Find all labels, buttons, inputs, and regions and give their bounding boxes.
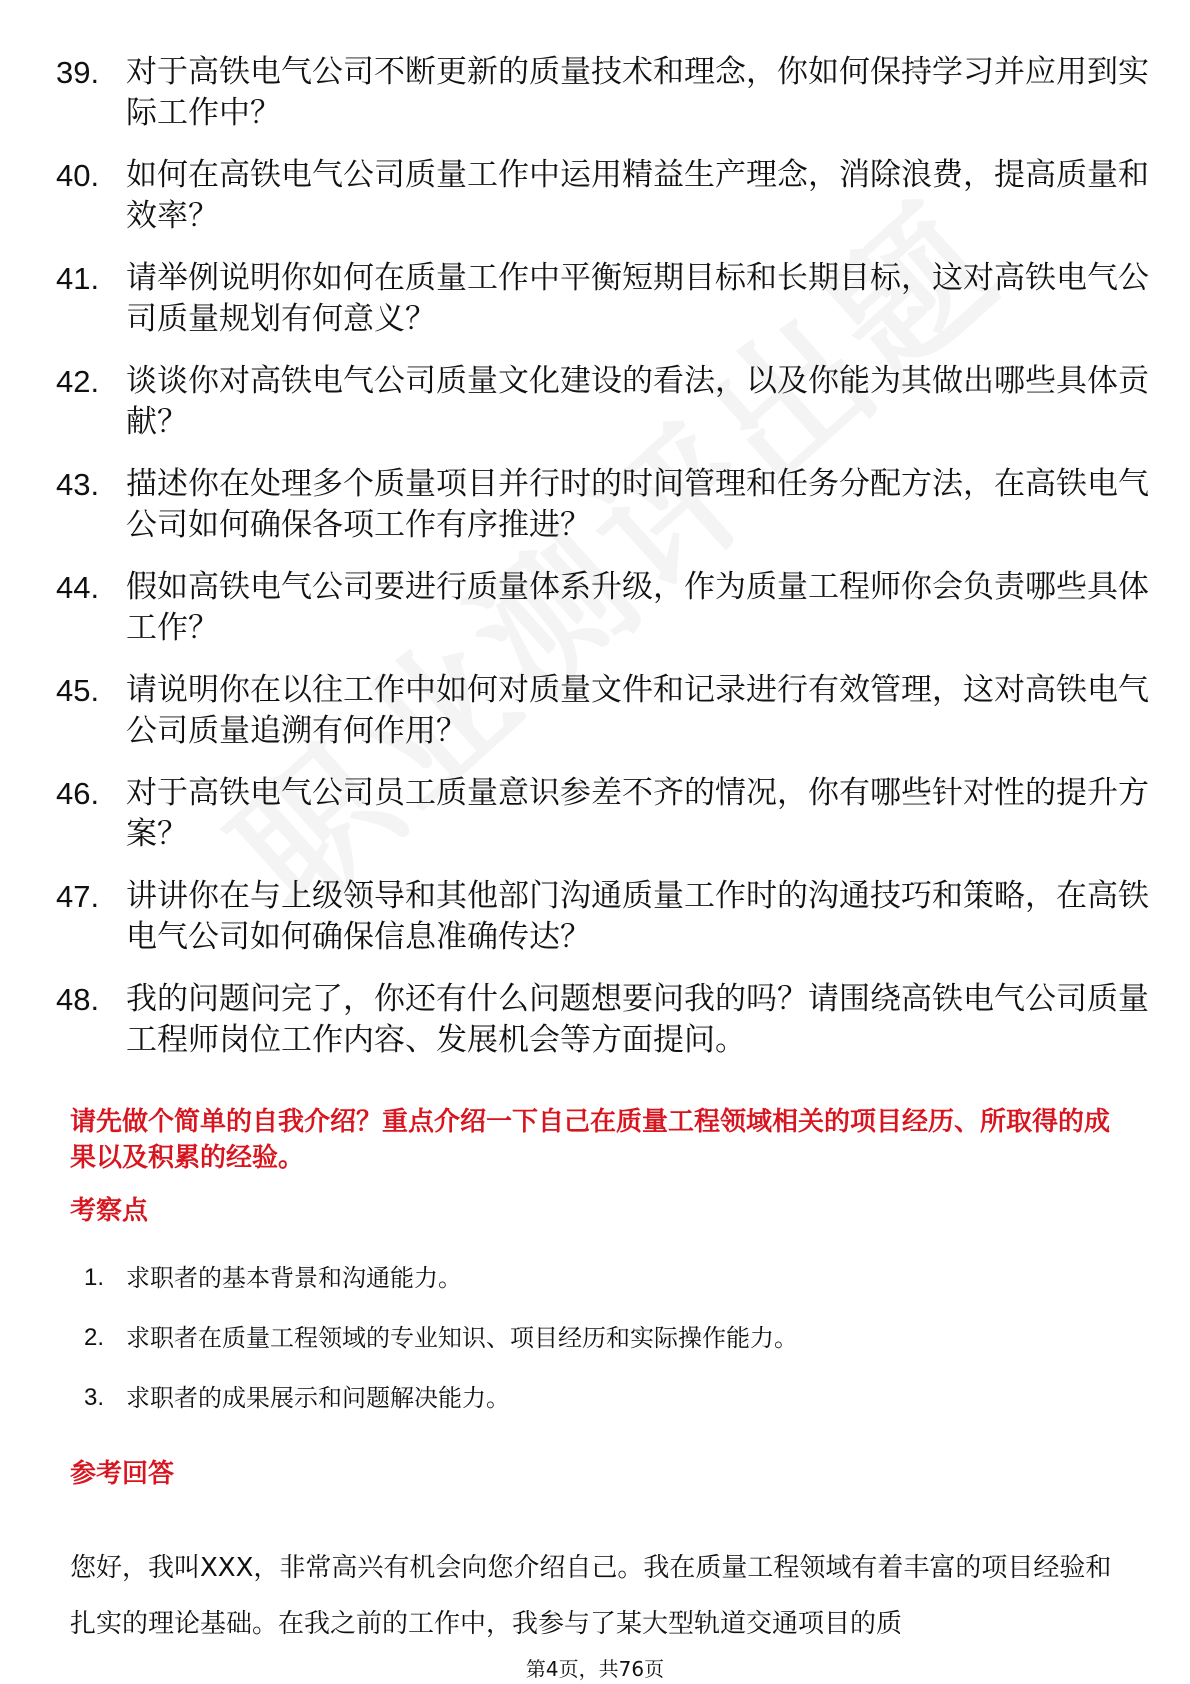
points-list <box>84 1261 798 1441</box>
question-text: 假如高铁电气公司要进行质量体系升级，作为质量工程师你会负责哪些具体工作？ <box>126 569 1149 646</box>
question-text: 描述你在处理多个质量项目并行时的时间管理和任务分配方法，在高铁电气公司如何确保各项工作有序推进？ <box>126 466 1149 543</box>
question-list <box>56 52 1149 1082</box>
page-footer: 第4页，共76页 <box>525 1657 665 1681</box>
question-text: 请举例说明你如何在质量工作中平衡短期目标和长期目标，这对高铁电气公司质量规划有何意义？ <box>126 260 1149 337</box>
answer-title: 参考回答 <box>70 1459 175 1489</box>
question-number: 39. <box>56 55 100 90</box>
question-item <box>56 258 1156 340</box>
point-item <box>84 1381 798 1415</box>
point-number: 3. <box>84 1384 105 1411</box>
question-item <box>56 567 1156 649</box>
question-item <box>56 361 1156 443</box>
question-item <box>56 464 1156 546</box>
highlight-question: 请先做个简单的自我介绍？重点介绍一下自己在质量工程领域相关的项目经历、所取得的成果以及积累的经验。 <box>70 1107 1111 1173</box>
question-text: 我的问题问完了，你还有什么问题想要问我的吗？请围绕高铁电气公司质量工程师岗位工作内容、发展机会等方面提问。 <box>126 981 1149 1058</box>
question-number: 40. <box>56 158 100 193</box>
question-number: 43. <box>56 467 100 502</box>
question-number: 45. <box>56 673 100 708</box>
question-item <box>56 670 1156 752</box>
question-number: 47. <box>56 879 100 914</box>
point-item <box>84 1261 798 1295</box>
question-item <box>56 773 1156 855</box>
question-item <box>56 979 1156 1061</box>
question-item <box>56 155 1156 237</box>
question-item <box>56 876 1156 958</box>
question-text: 如何在高铁电气公司质量工作中运用精益生产理念，消除浪费，提高质量和效率？ <box>126 157 1149 234</box>
point-text: 求职者的基本背景和沟通能力。 <box>126 1264 462 1292</box>
question-text: 请说明你在以往工作中如何对质量文件和记录进行有效管理，这对高铁电气公司质量追溯有何作用？ <box>126 672 1149 749</box>
question-item <box>56 52 1156 134</box>
point-number: 2. <box>84 1324 105 1351</box>
points-title: 考察点 <box>70 1196 149 1226</box>
question-number: 48. <box>56 982 100 1017</box>
question-text: 对于高铁电气公司员工质量意识参差不齐的情况，你有哪些针对性的提升方案？ <box>126 775 1149 852</box>
question-number: 44. <box>56 570 100 605</box>
question-number: 41. <box>56 261 100 296</box>
question-text: 对于高铁电气公司不断更新的质量技术和理念，你如何保持学习并应用到实际工作中？ <box>126 54 1149 131</box>
point-text: 求职者的成果展示和问题解决能力。 <box>126 1384 510 1412</box>
point-text: 求职者在质量工程领域的专业知识、项目经历和实际操作能力。 <box>126 1324 798 1352</box>
question-number: 42. <box>56 364 100 399</box>
answer-paragraph: 您好，我叫XXX，非常高兴有机会向您介绍自己。我在质量工程领域有着丰富的项目经验和扎实的理论基础。在我之前的工作中，我参与了某大型轨道交通项目的质 <box>70 1553 1112 1639</box>
question-text: 谈谈你对高铁电气公司质量文化建设的看法，以及你能为其做出哪些具体贡献？ <box>126 363 1149 440</box>
question-number: 46. <box>56 776 100 811</box>
question-text: 讲讲你在与上级领导和其他部门沟通质量工作时的沟通技巧和策略，在高铁电气公司如何确保信息准确传达？ <box>126 878 1149 955</box>
point-number: 1. <box>84 1264 105 1291</box>
point-item <box>84 1321 798 1355</box>
